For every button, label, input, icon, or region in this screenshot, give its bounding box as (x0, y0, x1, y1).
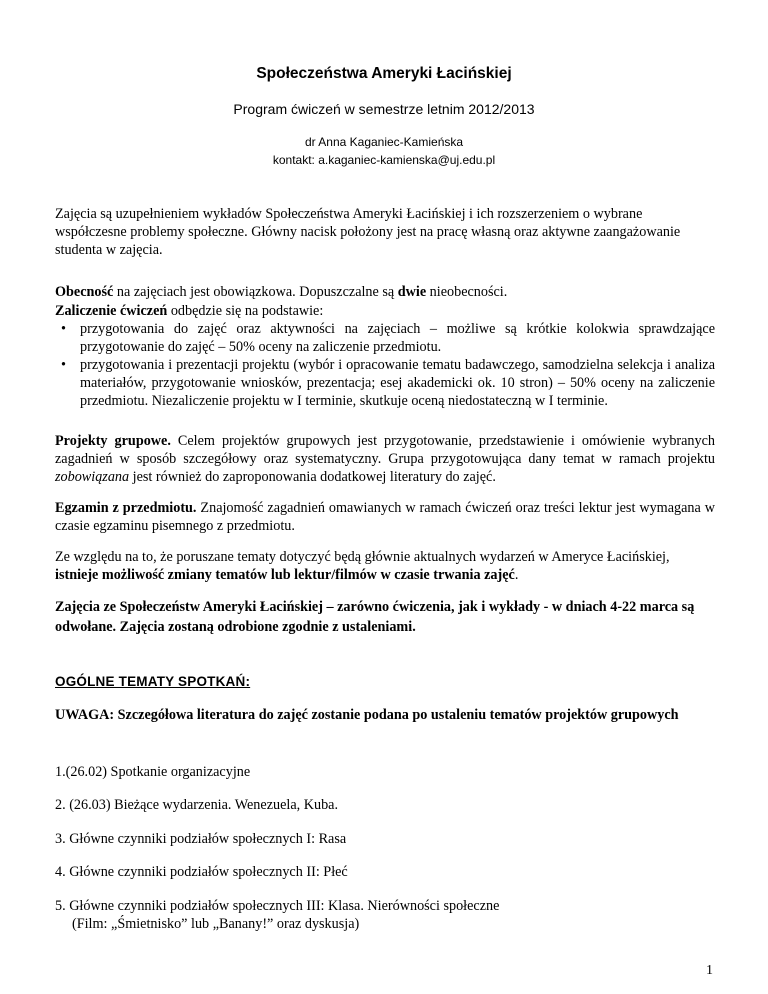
attendance-text-1: na zajęciach jest obowiązkowa. Dopuszczalne są (113, 284, 398, 300)
projects-paragraph (55, 432, 715, 486)
topic-item-5-title: 5. Główne czynniki podziałów społecznych III: Klasa. Nierówności społeczne (55, 898, 500, 914)
attendance-paragraph (55, 283, 715, 301)
projects-text-1: Celem projektów grupowych jest przygotowanie, przedstawienie i omówienie wybranych zagadnień w sposób szczegółowy oraz systematyczny. Grupa przygotowująca dany temat w ramach projektu (55, 433, 716, 467)
attendance-count: dwie (397, 284, 427, 300)
document-subtitle: Program ćwiczeń w semestrze letnim 2012/2013 (233, 101, 535, 117)
grading-intro (55, 302, 715, 320)
topic-item-2: 2. (26.03) Bieżące wydarzenia. Wenezuela, Kuba. (55, 797, 339, 813)
cancel-notice: Zajęcia ze Społeczeństw Ameryki Łacińskiej – zarówno ćwiczenia, jak i wykłady - w dniach 4-22 marca są odwołane. Zajęcia zostaną odrobione zgodnie z ustaleniami. (55, 599, 695, 635)
attendance-text-2: nieobecności. (426, 284, 508, 300)
exam-label: Egzamin z przedmiotu. (55, 500, 197, 516)
projects-text-2: jest również do zaproponowania dodatkowej literatury do zajęć. (129, 469, 496, 485)
list-item: • przygotowania do zajęć oraz aktywności na zajęciach – możliwe są krótkie kolokwia sprawdzające przygotowanie do zajęć – 50% oceny na zaliczenie przedmiotu. (55, 320, 715, 356)
list-item: • przygotowania i prezentacji projektu (wybór i opracowanie tematu badawczego, samodzielna selekcja i analiza materiałów, przygotowanie wniosków, prezentacja; esej akademicki ok. 10 stron) – 50% oceny na zaliczenie przedmiotu. Niezaliczenie projektu w I terminie, skutkuje oceną niedostateczną w I terminie. (55, 356, 715, 410)
projects-emphasis: zobowiązana (55, 469, 130, 485)
topic-item-5 (55, 897, 715, 933)
intro-text: Zajęcia są uzupełnieniem wykładów Społeczeństwa Ameryki Łacińskiej i ich rozszerzeniem o wybrane współczesne problemy społeczne. Główny nacisk położony jest na pracę własną oraz aktywne zaangażowanie studenta w zajęcia. (55, 206, 681, 258)
changes-emphasis: istnieje możliwość zmiany tematów lub lektur/filmów w czasie trwania zajęć (55, 567, 515, 583)
projects-label: Projekty grupowe. (55, 433, 171, 449)
document-title: Społeczeństwa Ameryki Łacińskiej (256, 65, 512, 82)
attendance-label: Obecność (55, 284, 114, 300)
contact-email: kontakt: a.kaganiec-kamienska@uj.edu.pl (272, 153, 496, 167)
grading-label: Zaliczenie ćwiczeń (55, 303, 168, 319)
topics-heading: OGÓLNE TEMATY SPOTKAŃ: (55, 674, 251, 689)
topic-item-4: 4. Główne czynniki podziałów społecznych II: Płeć (55, 864, 348, 880)
exam-paragraph (55, 499, 715, 535)
exam-text: Znajomość zagadnień omawianych w ramach ćwiczeń oraz treści lektur jest wymagana w czasie egzaminu pisemnego z przedmiotu. (55, 500, 715, 534)
topic-item-3: 3. Główne czynniki podziałów społecznych I: Rasa (55, 831, 347, 847)
changes-paragraph (55, 548, 715, 584)
topic-item-1: 1.(26.02) Spotkanie organizacyjne (55, 764, 251, 780)
intro-paragraph (55, 205, 715, 259)
literature-note: UWAGA: Szczegółowa literatura do zajęć zostanie podana po ustaleniu tematów projektów grupowych (55, 707, 679, 723)
changes-end: . (514, 567, 519, 583)
page-number: 1 (706, 963, 713, 978)
grading-list (55, 320, 715, 410)
grading-text: odbędzie się na podstawie: (167, 303, 324, 319)
topic-item-5-film: (Film: „Śmietnisko” lub „Banany!” oraz dyskusja) (72, 916, 360, 932)
author-name: dr Anna Kaganiec-Kamieńska (304, 135, 464, 149)
changes-text: Ze względu na to, że poruszane tematy dotyczyć będą głównie aktualnych wydarzeń w Ameryce Łacińskiej, (55, 549, 670, 565)
grading-section (55, 302, 715, 410)
